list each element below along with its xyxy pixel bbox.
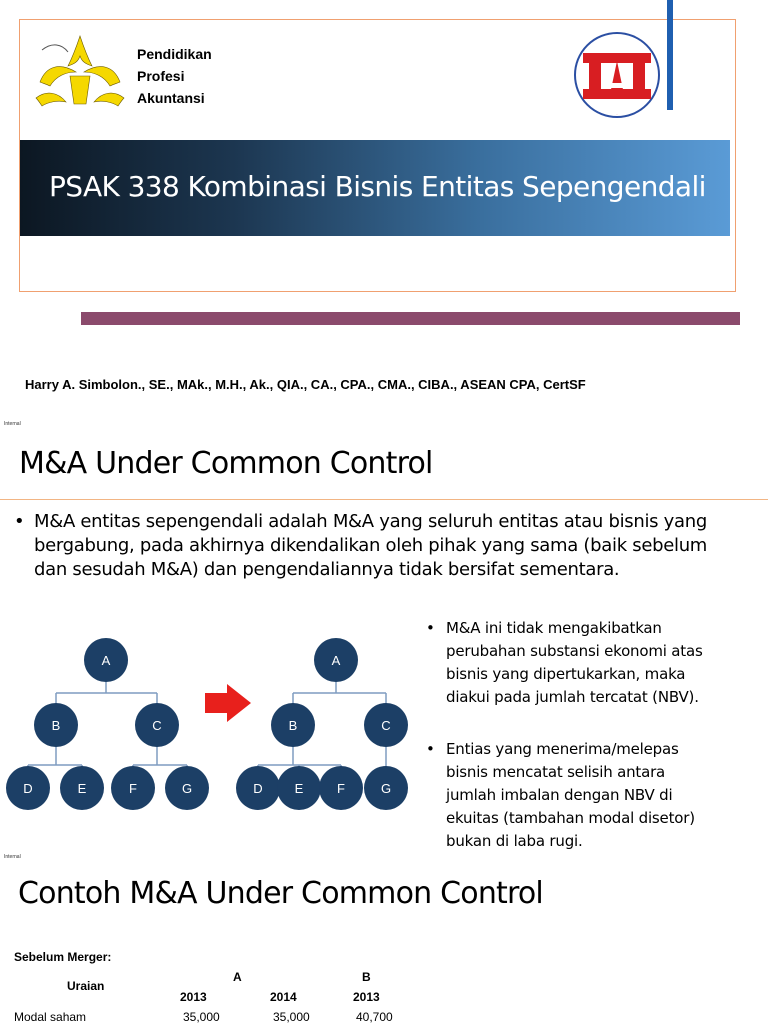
row-value-2: 35,000: [273, 1010, 310, 1024]
internal-label: Internal: [4, 421, 21, 427]
bullet-dot: •: [426, 740, 435, 758]
node-f-after: [319, 766, 363, 810]
node-c-after: [364, 703, 408, 747]
purple-divider-bar: [81, 312, 740, 325]
svg-text:C: C: [381, 718, 391, 733]
svg-text:E: E: [77, 781, 87, 796]
node-a-after: [314, 638, 358, 682]
iai-logo-text: IAI: [616, 115, 618, 116]
side-bullet-1-line1: M&A ini tidak mengakibatkan: [446, 619, 662, 637]
svg-text:B: B: [288, 718, 298, 733]
bullet-dot: •: [426, 619, 435, 637]
org-structure-diagrams: [0, 630, 410, 830]
slide2-divider: [0, 499, 768, 500]
blue-accent-bar: [667, 0, 673, 110]
node-e-before: [60, 766, 104, 810]
node-g-before: [165, 766, 209, 810]
svg-text:A: A: [331, 653, 341, 668]
row-value-3: 40,700: [356, 1010, 393, 1024]
presenter-credentials: Harry A. Simbolon., SE., MAk., M.H., Ak., QIA., CA., CPA., CMA., CIBA., ASEAN CPA, CertSF: [25, 377, 586, 392]
node-e-after: [277, 766, 321, 810]
svg-text:A: A: [101, 653, 111, 668]
side-bullet-2: [426, 738, 695, 853]
iai-logo: [573, 31, 661, 119]
col-group-b: B: [362, 970, 371, 984]
col-year-2: 2014: [270, 990, 297, 1004]
node-b-before: [34, 703, 78, 747]
main-bullet-line3: dan sesudah M&A) dan pengendaliannya tidak bersifat sementara.: [34, 559, 620, 580]
main-bullet-line2: bergabung, pada akhirnya dikendalikan oleh pihak yang sama (baik sebelum: [34, 535, 708, 556]
node-g-after: [364, 766, 408, 810]
org-name-line1: Pendidikan: [137, 46, 212, 62]
col-year-3: 2013: [353, 990, 380, 1004]
node-f-before: [111, 766, 155, 810]
slide2-title: M&A Under Common Control: [19, 446, 433, 481]
side-bullet-2-line3: jumlah imbalan dengan NBV di: [446, 786, 673, 804]
col-group-a: A: [233, 970, 242, 984]
slide3-title: Contoh M&A Under Common Control: [18, 876, 543, 911]
node-d-after: [236, 766, 280, 810]
row-label: Modal saham: [14, 1010, 87, 1024]
bullet-dot: •: [14, 511, 25, 532]
col-year-1: 2013: [180, 990, 207, 1004]
svg-text:B: B: [51, 718, 61, 733]
main-bullet-line1: M&A entitas sepengendali adalah M&A yang seluruh entitas atau bisnis yang: [34, 511, 707, 532]
svg-text:D: D: [23, 781, 33, 796]
side-bullet-2-line2: bisnis mencatat selisih antara: [446, 763, 666, 781]
arrow-right-icon: [205, 684, 251, 722]
university-logo: [32, 32, 128, 110]
svg-text:G: G: [380, 781, 392, 796]
svg-text:F: F: [129, 781, 137, 796]
svg-text:D: D: [253, 781, 263, 796]
side-bullet-1-line3: bisnis yang dipertukarkan, maka: [446, 665, 686, 683]
node-d-before: [6, 766, 50, 810]
svg-text:G: G: [181, 781, 193, 796]
org-name-line3: Akuntansi: [137, 90, 205, 106]
col-header-uraian: Uraian: [67, 979, 105, 993]
svg-text:E: E: [294, 781, 304, 796]
side-bullet-1-line2: perubahan substansi ekonomi atas: [446, 642, 703, 660]
org-name-line2: Profesi: [137, 68, 185, 84]
org-name: [137, 43, 212, 109]
node-b-after: [271, 703, 315, 747]
node-c-before: [135, 703, 179, 747]
side-bullet-2-line1: Entias yang menerima/melepas: [446, 740, 679, 758]
main-bullet: [14, 510, 708, 582]
svg-text:F: F: [337, 781, 345, 796]
row-value-1: 35,000: [183, 1010, 220, 1024]
side-bullet-1: [426, 617, 703, 709]
svg-text:C: C: [152, 718, 162, 733]
presentation-title: PSAK 338 Kombinasi Bisnis Entitas Sepengendali: [49, 170, 706, 203]
side-bullet-2-line5: bukan di laba rugi.: [446, 832, 583, 850]
side-bullet-2-line4: ekuitas (tambahan modal disetor): [446, 809, 695, 827]
table-subtitle: Sebelum Merger:: [14, 950, 112, 964]
node-a-before: [84, 638, 128, 682]
internal-label: Internal: [4, 854, 21, 860]
side-bullet-1-line4: diakui pada jumlah tercatat (NBV).: [446, 688, 699, 706]
